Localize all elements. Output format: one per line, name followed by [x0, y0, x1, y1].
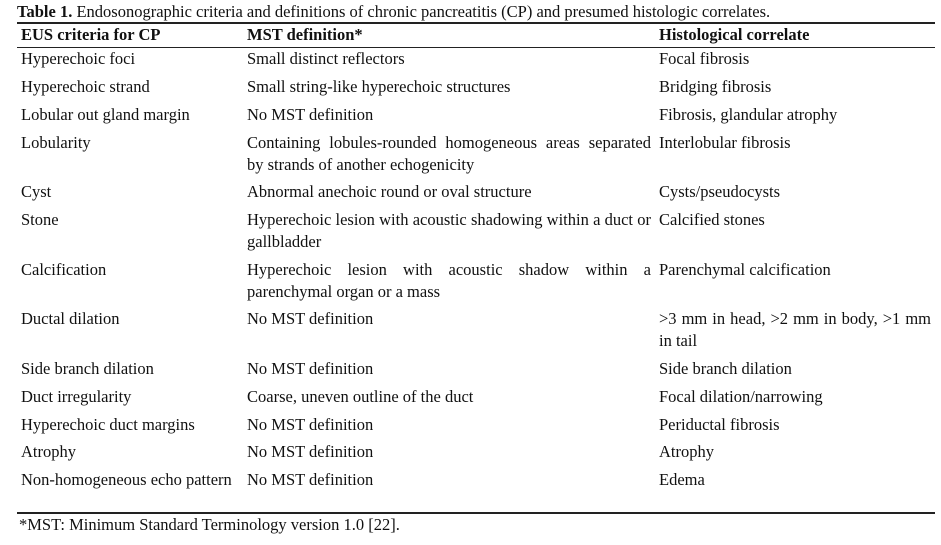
table-row — [17, 414, 935, 441]
correlate-cell: >3 mm in head, >2 mm in body, >1 mm in tail — [659, 308, 931, 350]
criteria-cell: Lobular out gland margin — [21, 104, 190, 124]
criteria-cell: Duct irregularity — [21, 386, 132, 406]
correlate-cell: Cysts/pseudocysts — [659, 181, 781, 201]
table-row — [17, 358, 935, 386]
criteria-cell: Hyperechoic foci — [21, 49, 136, 68]
criteria-cell: Non-homogeneous echo pattern — [21, 469, 232, 489]
definition-cell: Hyperechoic lesion with acoustic shadowing within a duct or gallbladder — [247, 209, 651, 251]
correlate-cell: Focal dilation/narrowing — [659, 386, 823, 406]
definition-cell: No MST definition — [247, 469, 374, 489]
table-footnote: *MST: Minimum Standard Terminology version 1.0 [22]. — [19, 514, 400, 534]
definition-cell: Coarse, uneven outline of the duct — [247, 386, 474, 406]
criteria-cell: Stone — [21, 209, 59, 229]
header-mst-definition: MST definition* — [247, 25, 363, 44]
criteria-cell: Ductal dilation — [21, 308, 120, 328]
definition-cell: Small string-like hyperechoic structures — [247, 76, 511, 96]
definition-cell: No MST definition — [247, 441, 374, 461]
table-row — [17, 181, 935, 209]
criteria-cell: Hyperechoic duct margins — [21, 414, 195, 434]
correlate-cell: Calcified stones — [659, 209, 765, 229]
table-row — [17, 76, 935, 104]
table-row — [17, 132, 935, 181]
correlate-cell: Edema — [659, 469, 705, 489]
table-caption — [17, 2, 934, 22]
header-eus-criteria: EUS criteria for CP — [21, 25, 161, 44]
correlate-cell: Focal fibrosis — [659, 49, 750, 68]
table-row — [17, 259, 935, 308]
criteria-cell: Hyperechoic strand — [21, 76, 150, 96]
criteria-cell: Atrophy — [21, 441, 76, 461]
definition-cell: Small distinct reflectors — [247, 49, 405, 68]
correlate-cell: Parenchymal calcification — [659, 259, 831, 279]
definition-cell: Hyperechoic lesion with acoustic shadow within a parenchymal organ or a mass — [247, 259, 651, 301]
caption-label: Table 1. — [17, 2, 73, 21]
definition-cell: No MST definition — [247, 358, 374, 378]
table-row — [17, 308, 935, 358]
header-histological-correlate: Histological correlate — [659, 25, 810, 44]
criteria-cell: Side branch dilation — [21, 358, 154, 378]
criteria-table — [17, 22, 935, 514]
table-row — [17, 48, 935, 76]
correlate-cell: Periductal fibrosis — [659, 414, 780, 434]
definition-cell: No MST definition — [247, 104, 374, 124]
correlate-cell: Interlobular fibrosis — [659, 132, 791, 152]
criteria-cell: Lobularity — [21, 132, 91, 152]
definition-cell: Containing lobules-rounded homogeneous areas separated by strands of another echogenicity — [247, 132, 651, 174]
table-row — [17, 209, 935, 259]
definition-cell: No MST definition — [247, 308, 374, 328]
correlate-cell: Side branch dilation — [659, 358, 792, 378]
definition-cell: Abnormal anechoic round or oval structure — [247, 181, 532, 201]
correlate-cell: Atrophy — [659, 441, 714, 461]
table-row — [17, 386, 935, 414]
table-row — [17, 469, 935, 513]
criteria-cell: Cyst — [21, 181, 52, 201]
caption-text: Endosonographic criteria and definitions of chronic pancreatitis (CP) and presumed histologic correlates. — [72, 2, 771, 21]
definition-cell: No MST definition — [247, 414, 374, 434]
table-row — [17, 104, 935, 132]
criteria-cell: Calcification — [21, 259, 107, 279]
table-header-row — [17, 23, 935, 48]
correlate-cell: Bridging fibrosis — [659, 76, 772, 96]
correlate-cell: Fibrosis, glandular atrophy — [659, 104, 838, 124]
table-row — [17, 441, 935, 469]
